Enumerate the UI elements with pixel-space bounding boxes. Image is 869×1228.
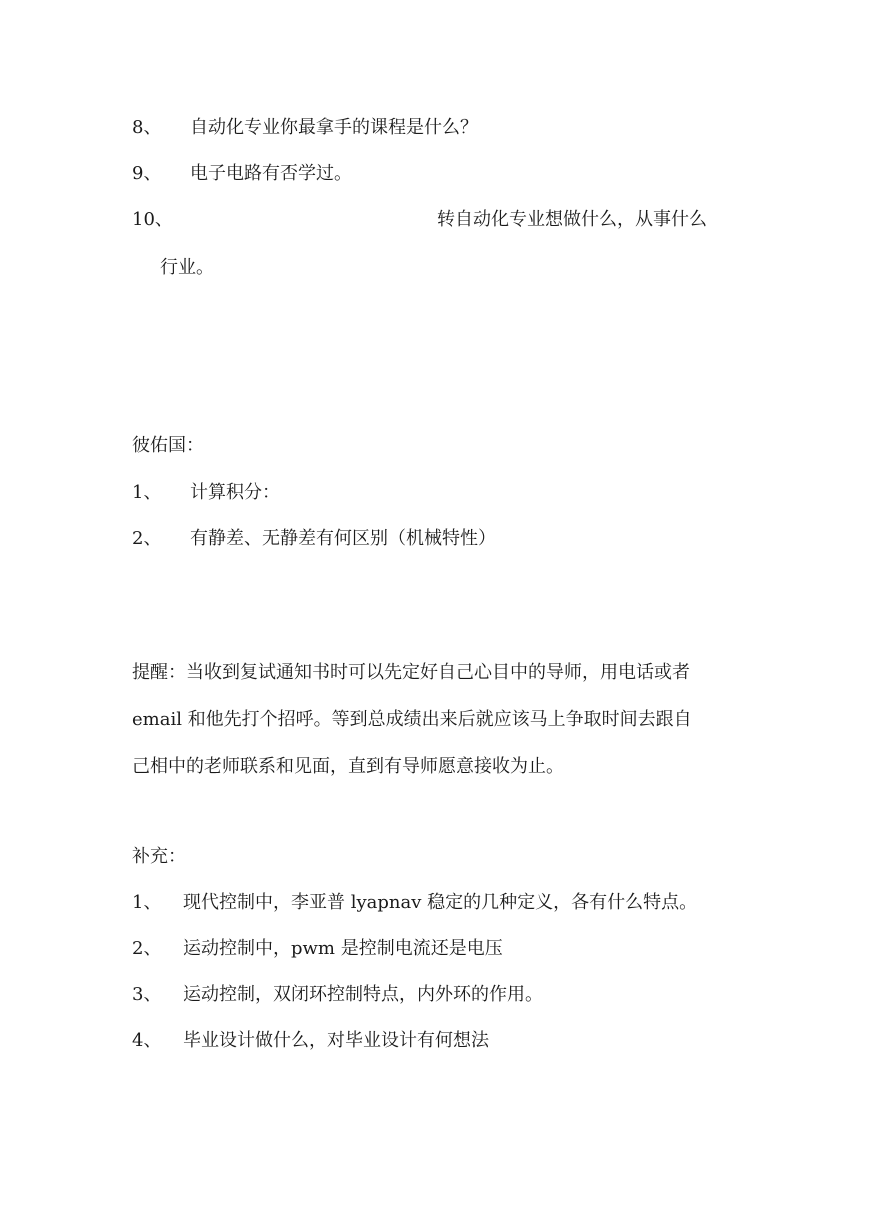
list-item-text: 运动控制，双闭环控制特点，内外环的作用。: [183, 984, 543, 1005]
list-item-continuation: 行业。: [160, 257, 214, 278]
list-item-text: 现代控制中，李亚普 lyapnav 稳定的几种定义，各有什么特点。: [183, 892, 698, 913]
list-item-text: 电子电路有否学过。: [190, 163, 352, 184]
list-item-text: 自动化专业你最拿手的课程是什么？: [190, 117, 478, 138]
list-number: 1、: [132, 892, 162, 913]
list-number: 9、: [132, 163, 162, 184]
list-number: 3、: [132, 984, 162, 1005]
list-number: 8、: [132, 117, 162, 138]
paragraph-line: 提醒：当收到复试通知书时可以先定好自己心目中的导师，用电话或者: [132, 662, 690, 683]
paragraph-line: email 和他先打个招呼。等到总成绩出来后就应该马上争取时间去跟自: [132, 709, 692, 730]
list-item-text: 有静差、无静差有何区别（机械特性）: [190, 528, 496, 549]
list-number: 2、: [132, 938, 162, 959]
list-number: 2、: [132, 528, 162, 549]
list-item-text: 运动控制中，pwm 是控制电流还是电压: [183, 938, 503, 959]
section-heading: 彼佑国：: [132, 435, 204, 456]
section-heading: 补充：: [132, 846, 186, 867]
list-item-text: 转自动化专业想做什么，从事什么: [437, 209, 707, 230]
paragraph-line: 己相中的老师联系和见面，直到有导师愿意接收为止。: [132, 756, 564, 777]
list-number: 10、: [132, 209, 173, 230]
list-item-text: 计算积分：: [190, 482, 280, 503]
list-number: 1、: [132, 482, 162, 503]
list-number: 4、: [132, 1030, 162, 1051]
list-item-text: 毕业设计做什么，对毕业设计有何想法: [183, 1030, 489, 1051]
